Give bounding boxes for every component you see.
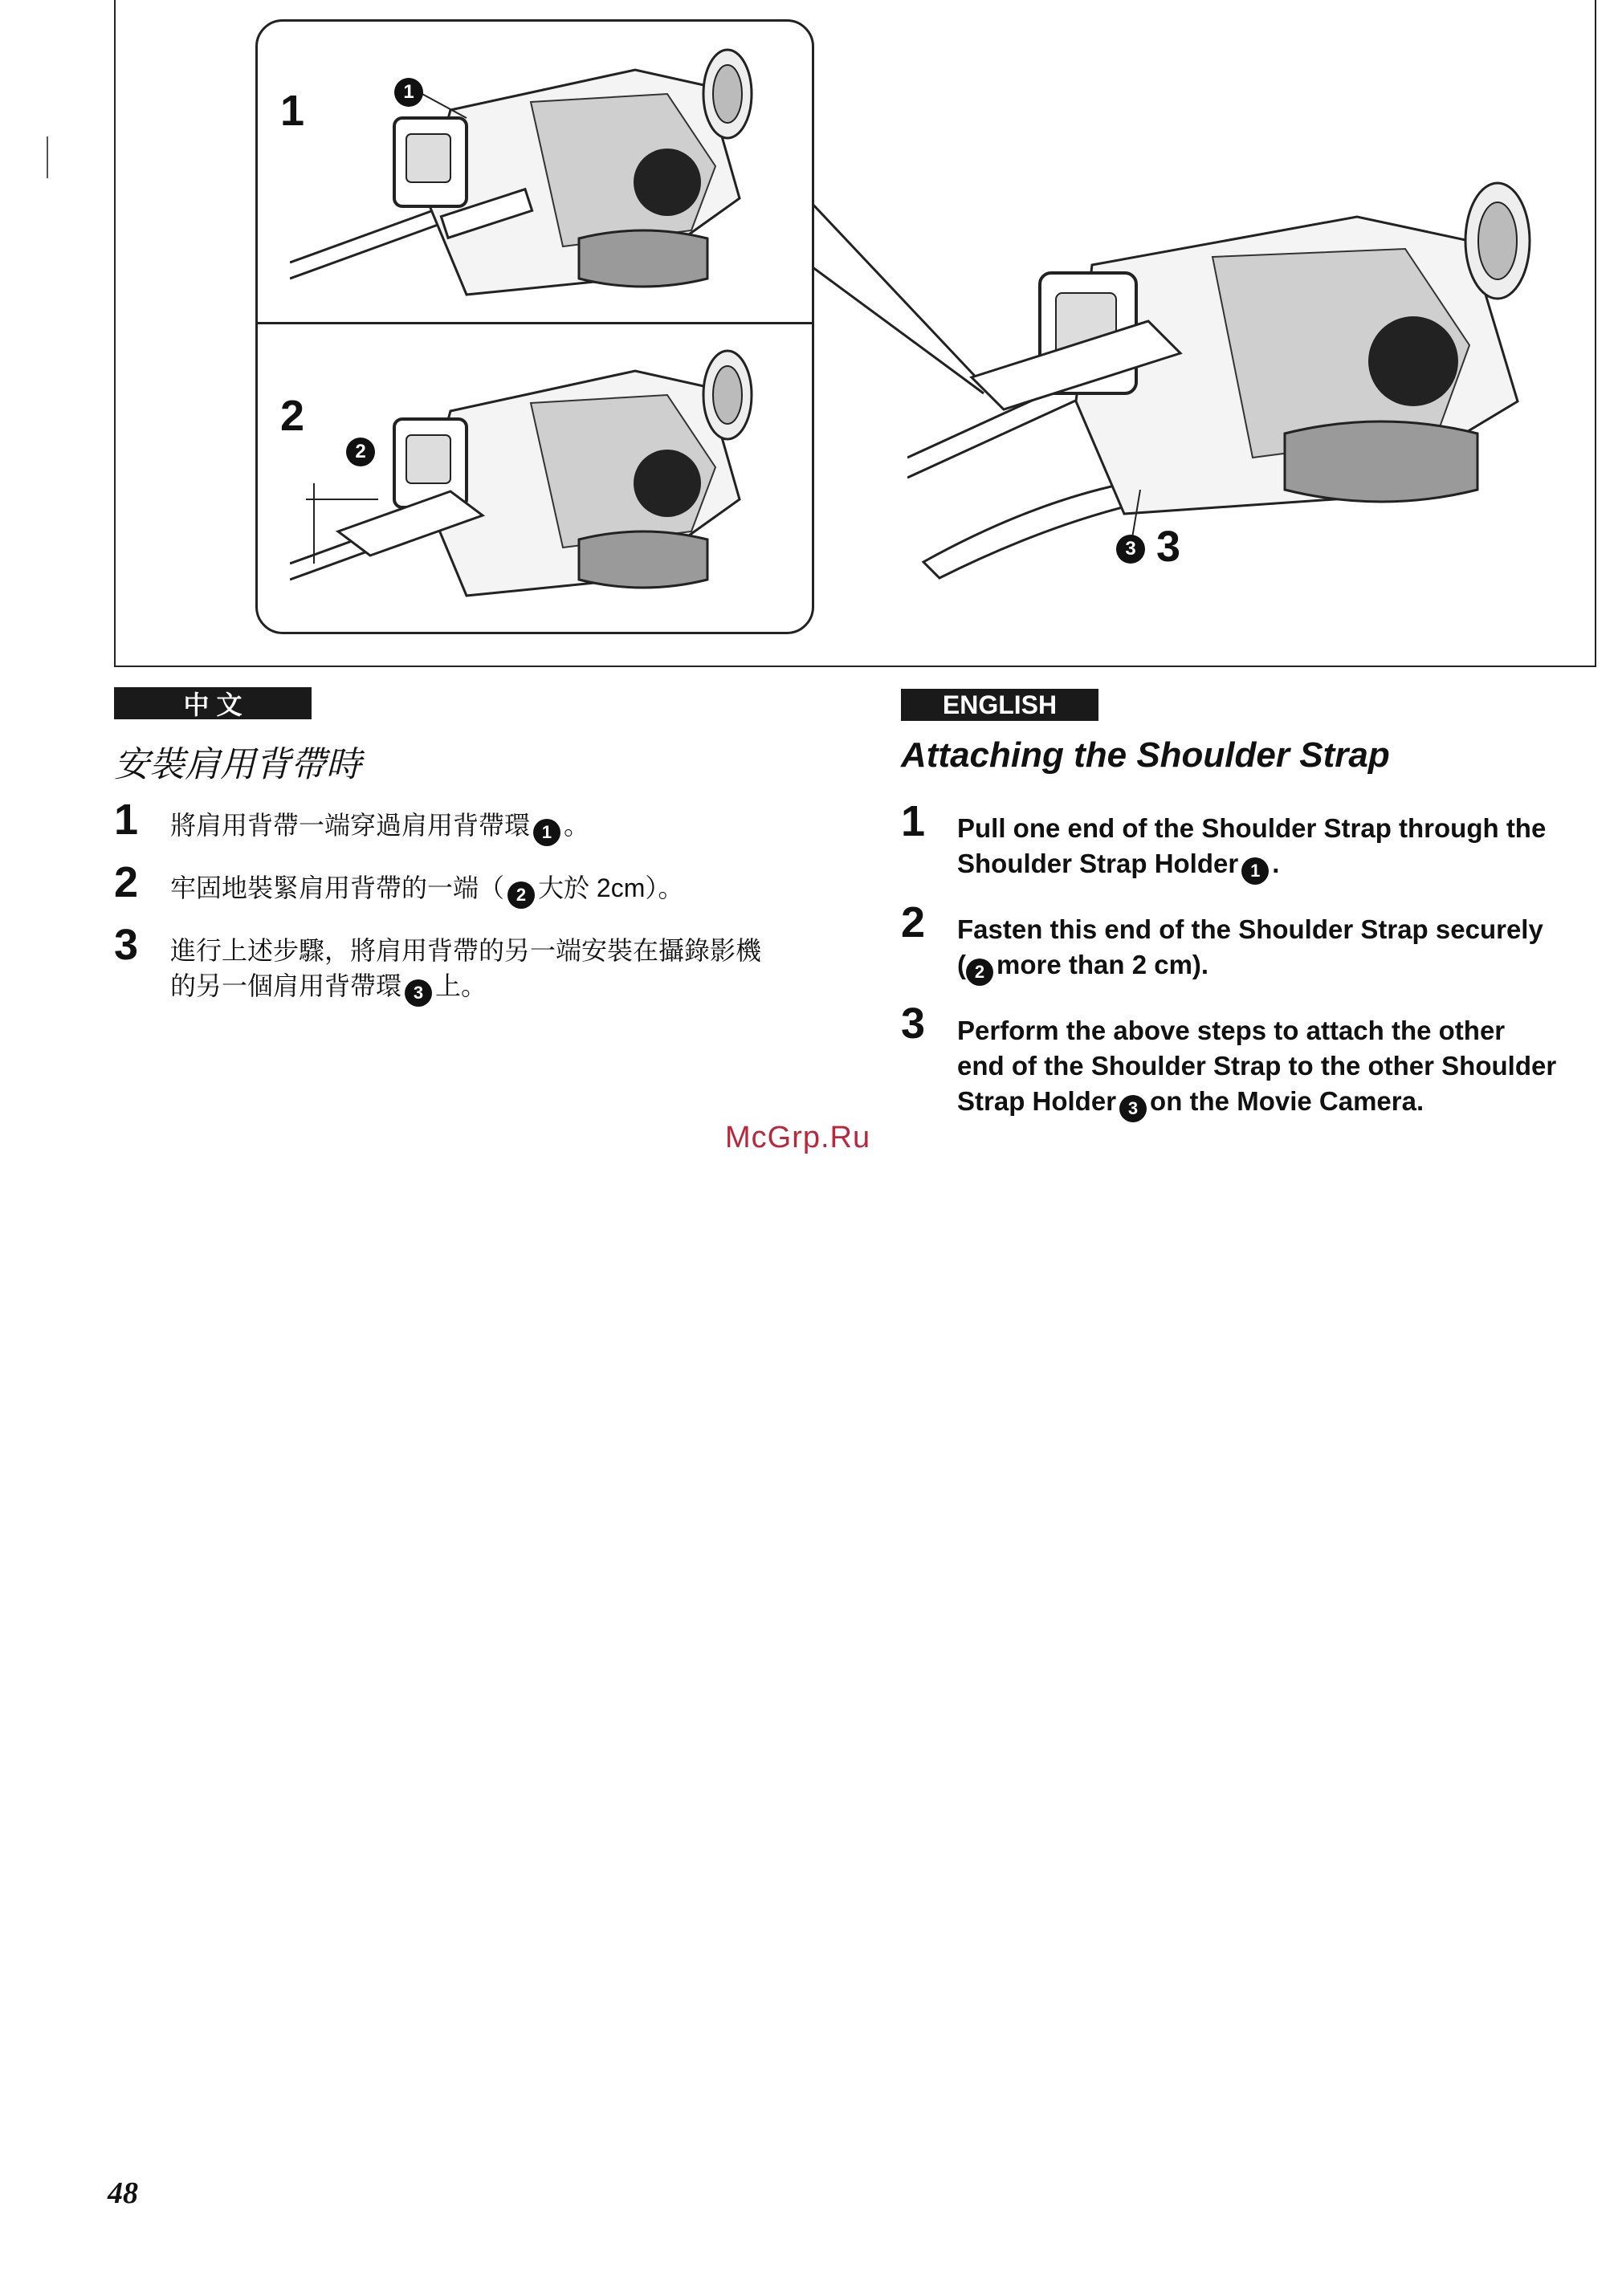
english-step-3-marker-icon: 3 (1119, 1095, 1147, 1122)
watermark: McGrp.Ru (725, 1121, 871, 1154)
english-section-title: Attaching the Shoulder Strap (901, 735, 1390, 775)
panel-2-number: 2 (280, 392, 305, 440)
english-step-2-text: Fasten this end of the Shoulder Strap securely ( 2 more than 2 cm). (957, 912, 1600, 986)
camera-illustration-step1 (290, 38, 804, 319)
chinese-step-1-marker-icon: 1 (533, 819, 560, 846)
chinese-step-1-text: 將肩用背帶一端穿過肩用背帶環 1 。 (170, 808, 837, 846)
chinese-step-2-marker-icon: 2 (507, 881, 535, 909)
english-step-1-marker-icon: 1 (1241, 857, 1269, 885)
chinese-step-2-number: 2 (114, 858, 139, 906)
camera-illustration-step2 (290, 339, 804, 620)
detail-inset (255, 19, 814, 634)
inset-divider (258, 322, 812, 324)
chinese-step-2-text: 牢固地裝緊肩用背帶的一端（ 2 大於 2cm）。 (170, 870, 837, 909)
chinese-step-3-text: 進行上述步驟，將肩用背帶的另一端安裝在攝錄影機 的另一個肩用背帶環 3 上。 (170, 933, 837, 1007)
chinese-section-title: 安裝肩用背帶時 (114, 745, 361, 784)
english-step-1-number: 1 (901, 797, 926, 845)
callout-1-icon: 1 (394, 78, 423, 107)
chinese-step-3-marker-icon: 3 (405, 979, 432, 1007)
camera-illustration-step3 (907, 161, 1582, 610)
english-step-3-text: Perform the above steps to attach the other end of the Shoulder Strap to the other Shoulder Strap Holder 3 on the Movie Camera. (957, 1013, 1608, 1122)
english-step-2-number: 2 (901, 898, 926, 946)
chinese-language-badge: 中 文 (114, 687, 312, 719)
page-number: 48 (108, 2176, 138, 2210)
callout-2-icon: 2 (346, 438, 375, 466)
english-step-2-marker-icon: 2 (966, 959, 993, 986)
english-step-3-number: 3 (901, 999, 926, 1048)
panel-1-number: 1 (280, 87, 305, 135)
english-language-badge: ENGLISH (901, 689, 1098, 721)
callout-3-icon: 3 (1116, 535, 1145, 564)
chinese-step-1-number: 1 (114, 796, 139, 844)
english-step-1-text: Pull one end of the Shoulder Strap through the Shoulder Strap Holder 1 . (957, 811, 1600, 885)
chinese-step-3-number: 3 (114, 921, 139, 969)
panel-3-number: 3 (1156, 523, 1181, 571)
